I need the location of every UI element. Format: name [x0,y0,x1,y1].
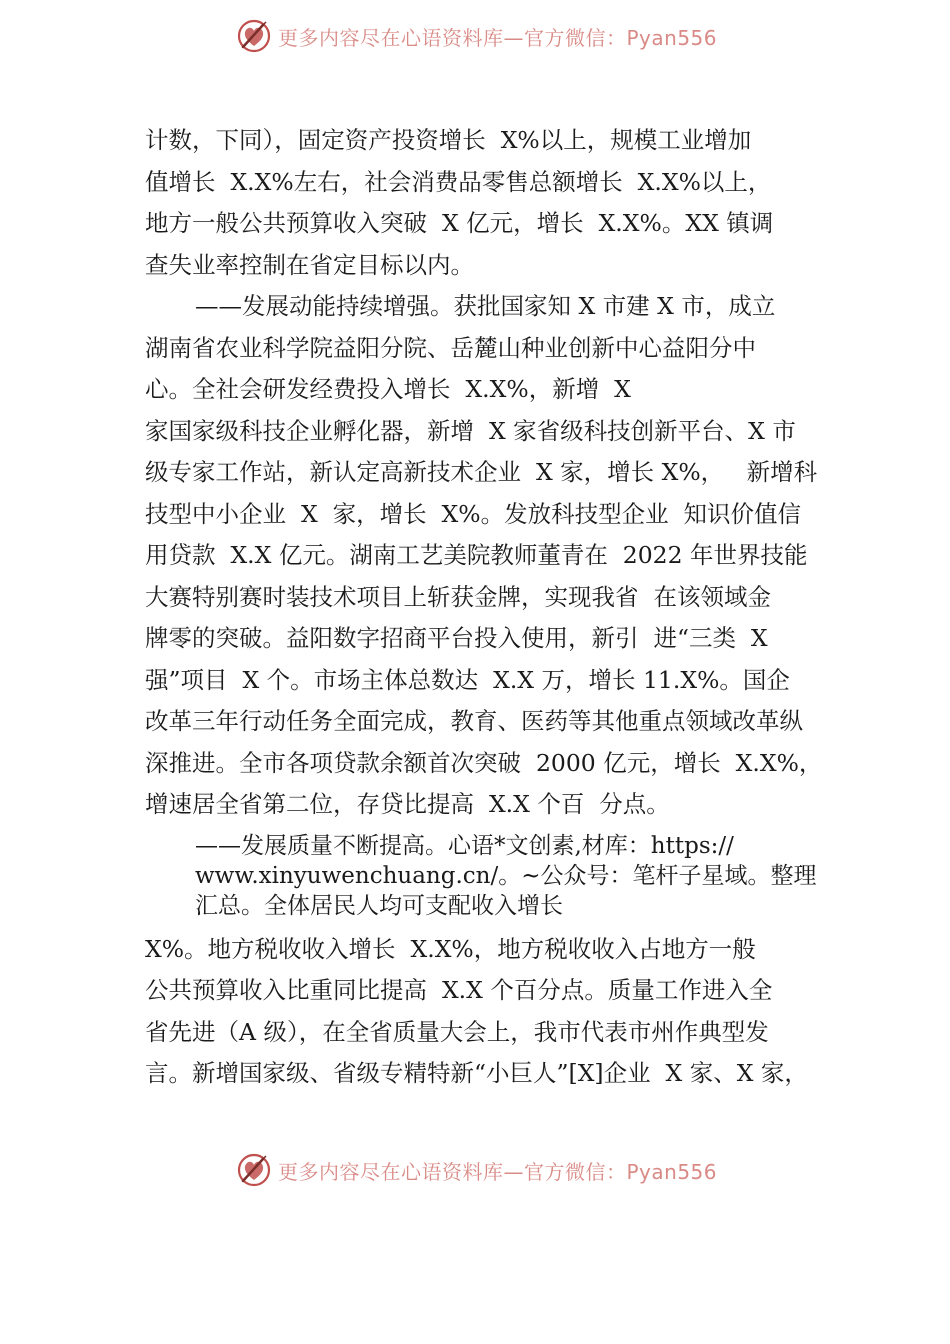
text-line: 查失业率控制在省定目标以内。 [145,250,474,279]
text-line: 言。新增国家级、省级专精特新“小巨人”[X]企业 X 家、X 家， [145,1059,808,1087]
heart-pen-logo-icon [236,18,272,54]
text-line: www.xinyuwenchuang.cn/。~公众号：笔杆子星域。整理 [195,862,817,889]
text-line: 用贷款 X.X 亿元。湖南工艺美院教师董青在 2022 年世界技能 [145,541,808,569]
text-line: 技型中小企业 X 家，增长 X%。发放科技型企业 知识价值信 [145,499,802,528]
document-body [145,120,835,1095]
text-line: 家国家级科技企业孵化器，新增 X 家省级科技创新平台、X 市 [145,416,796,445]
text-line: 值增长 X.X%左右，社会消费品零售总额增长 X.X%以上， [145,167,772,196]
heart-pen-logo-icon [236,1152,272,1188]
text-line: 省先进（A 级），在全省质量大会上，我市代表市州作典型发 [145,1017,769,1046]
banner-text: 更多内容尽在心语资料库—官方微信：Pyan556 [278,25,718,50]
text-line: 公共预算收入比重同比提高 X.X 个百分点。质量工作进入全 [145,976,773,1004]
text-line: 心。全社会研发经费投入增长 X.X%，新增 X [145,375,631,403]
text-line: 大赛特别赛时装技术项目上斩获金牌，实现我省 在该领域金 [145,582,771,611]
paragraph-start: ——发展动能持续增强。获批国家知 X 市建 X 市，成立 [195,292,776,320]
text-line: 级专家工作站，新认定高新技术企业 X 家，增长 X%， 新增科 [145,458,818,486]
text-line: 深推进。全市各项贷款余额首次突破 2000 亿元，增长 X.X%， [145,748,823,777]
text-line: 强”项目 X 个。市场主体总数达 X.X 万，增长 11.X%。国企 [145,665,790,694]
header-banner [236,16,736,56]
text-line: 增速居全省第二位，存贷比提高 X.X 个百 分点。 [145,790,670,818]
footer-banner [236,1150,736,1190]
text-line: X%。地方税收收入增长 X.X%，地方税收收入占地方一般 [145,934,756,963]
text-line: 牌零的突破。益阳数字招商平台投入使用，新引 进“三类 X [145,624,768,652]
text-line: 改革三年行动任务全面完成，教育、医药等其他重点领域改革纵 [145,707,803,735]
banner-text: 更多内容尽在心语资料库—官方微信：Pyan556 [278,1159,718,1184]
text-line: 计数，下同），固定资产投资增长 X%以上，规模工业增加 [145,126,752,154]
text-line: 地方一般公共预算收入突破 X 亿元，增长 X.X%。XX 镇调 [145,209,774,237]
text-line: 汇总。全体居民人均可支配收入增长 [195,892,563,919]
text-line: 湖南省农业科学院益阳分院、岳麓山种业创新中心益阳分中 [145,333,756,362]
paragraph-start: ——发展质量不断提高。心语*文创素,材库：https:// [195,832,734,859]
